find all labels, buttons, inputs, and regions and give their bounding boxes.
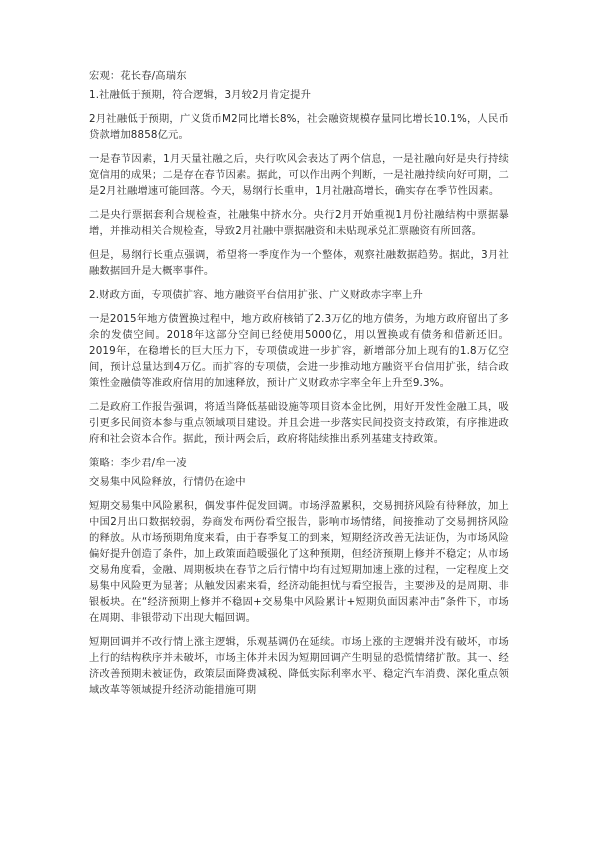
strategy-authors: 策略：李少君/牟一凌: [89, 457, 187, 469]
section-heading-trading-risk: 交易集中风险释放，行情仍在途中: [89, 476, 246, 488]
paragraph-social-financing-data: 2月社融低于预期，广义货币M2同比增长8%，社会融资规模存量同比增长10.1%，人民币贷款增加8858亿元。: [89, 113, 509, 141]
paragraph-rally-logic: 短期回调并不改行情上涨主逻辑，乐观基调仍在延续。市场上涨的主逻辑并没有破坏，市场上行的结构秩序并未破坏，市场主体并未因为短期回调产生明显的恐慌情绪扩散。其一、经济改善预期未被证伪，政策层面降费减税、降低实际利率水平、稳定汽车消费、深化重点领域改革等领域提升经济动能措施可期: [89, 636, 509, 696]
paragraph-q1-trend: 但是，易纲行长重点强调，希望将一季度作为一个整体，观察社融数据趋势。据此，3月社融数据回升是大概率事件。: [89, 249, 509, 277]
section-heading-social-financing: 1.社融低于预期，符合逻辑，3月较2月肯定提升: [89, 89, 312, 101]
paragraph-short-term-risk: 短期交易集中风险累积，偶发事件促发回调。市场浮盈累积，交易拥挤风险有待释放，加上中国2月出口数据较弱，券商发布两份看空报告，影响市场情绪，间接推动了交易拥挤风险的释放。从市场预期角度来看，由于春季复工的到来，短期经济改善无法证伪，为市场风险偏好提升创造了条件，加上政策面趋暖强化了这种预期，但经济预期上修并不稳定；从市场交易角度看，金融、周期板块在春节之后行情中均有过短期加速上涨的过程，一定程度上交易集中风险更为显著；从触发因素来看，经济动能担忧与看空报告，主要涉及的是周期、非银板块。在“经济预期上修并不稳固+交易集中风险累计+短期负面因素冲击”条件下，市场在周期、非银带动下出现大幅回调。: [89, 500, 509, 624]
document-body: [89, 68, 509, 706]
paragraph-government-report: 二是政府工作报告强调，将适当降低基础设施等项目资本金比例，用好开发性金融工具，吸引更多民间资本参与重点领域项目建设。并且会进一步落实民间投资支持政策，有序推进政府和社会资本合作。据此，预计两会后，政府将陆续推出系列基建支持政策。: [89, 401, 509, 445]
paragraph-spring-festival-factor: 一是春节因素，1月天量社融之后，央行吹风会表达了两个信息，一是社融向好是央行持续宽信用的成果；二是存在春节因素。据此，可以作出两个判断，一是社融持续向好可期，二是2月社融增速可能回落。今天，易纲行长重申，1月社融高增长，确实存在季节性因素。: [89, 153, 509, 197]
paragraph-bill-arbitrage-check: 二是央行票据套利合规检查，社融集中挤水分。央行2月开始重视1月份社融结构中票据暴增，并推动相关合规检查，导致2月社融中票据融资和未贴现承兑汇票融资有所回落。: [89, 209, 509, 237]
macro-authors: 宏观：花长春/高瑞东: [89, 70, 187, 82]
section-heading-fiscal: 2.财政方面，专项债扩容、地方融资平台信用扩张、广义财政赤字率上升: [89, 289, 423, 301]
paragraph-local-debt: 一是2015年地方债置换过程中，地方政府核销了2.3万亿的地方债务，为地方政府留出了多余的发债空间。2018年这部分空间已经使用5000亿，用以置换或有债务和借新还旧。2019年，在稳增长的巨大压力下，专项债或进一步扩容，新增部分加上现有的1.8万亿空间，预计总量达到4万亿。而扩容的专项债，会进一步推动地方融资平台信用扩张，结合政策性金融债等准政府信用的加速释放，预计广义财政赤字率全年上升至9.3%。: [89, 313, 509, 389]
